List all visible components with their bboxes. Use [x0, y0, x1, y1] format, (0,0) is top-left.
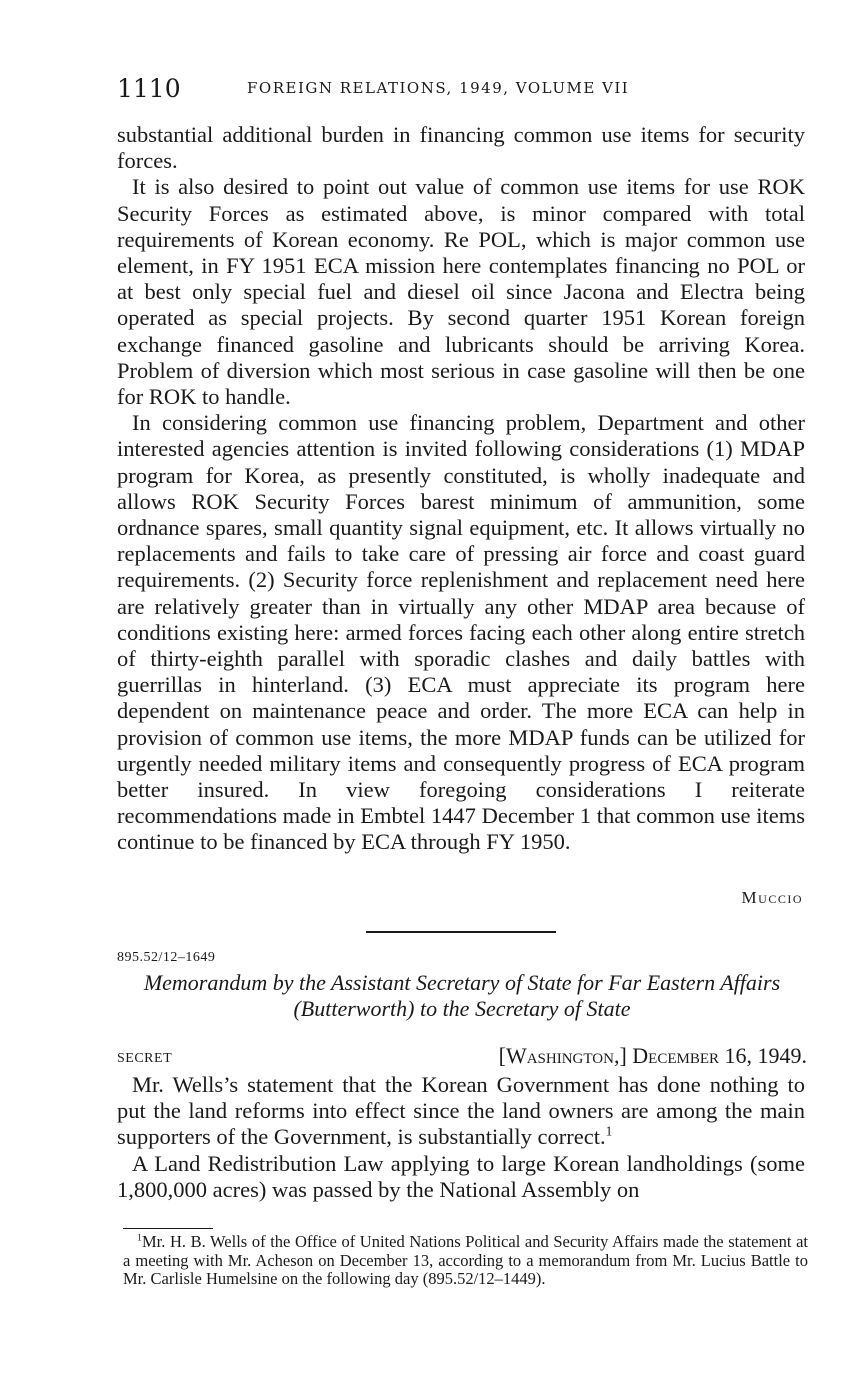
document-id: 895.52/12–1649	[117, 950, 216, 965]
memo-body	[117, 1072, 805, 1203]
body-paragraph-1: substantial additional burden in financing common use items for security forces.	[117, 122, 805, 174]
memo-paragraph-1-text: Mr. Wells’s statement that the Korean Government has done nothing to put the land reforms into effect since the land owners are among the main supporters of the Government, is substantially correct.	[117, 1072, 805, 1150]
footnote-marker: 1	[137, 1232, 142, 1244]
running-title: FOREIGN RELATIONS, 1949, VOLUME VII	[247, 79, 630, 97]
footnote-reference[interactable]: 1	[605, 1123, 613, 1139]
memo-title: Memorandum by the Assistant Secretary of State for Far Eastern Affairs (Butterworth) to the Secretary of State	[143, 970, 781, 1021]
footnote-text: Mr. H. B. Wells of the Office of United Nations Political and Security Affairs made the statement at a meeting with Mr. Acheson on December 13, according to a memorandum from Mr. Lucius Battle to Mr. Carlisle Humelsine on the following day (895.52/12–1449).	[123, 1232, 808, 1288]
memo-paragraph-1	[117, 1072, 805, 1151]
memo-date: [Washington,] December 16, 1949.	[498, 1043, 807, 1068]
telegram-body	[117, 122, 805, 856]
section-divider	[366, 931, 556, 933]
footnote-1	[123, 1233, 808, 1289]
page-header	[117, 74, 807, 110]
footnote	[123, 1233, 808, 1289]
body-paragraph-2: It is also desired to point out value of common use items for use ROK Security Forces as estimated above, is minor compared with total requirements of Korean economy. Re POL, which is major common use element, in FY 1951 ECA mission here contemplates financing no POL or at best only special fuel and diesel oil since Jacona and Electra being operated as special projects. By second quarter 1951 Korean foreign exchange financed gasoline and lubricants should be arriving Korea. Problem of diversion which most serious in case gasoline will then be one for ROK to handle.	[117, 174, 805, 410]
page-number: 1110	[117, 74, 181, 103]
classification-label: SECRET	[117, 1051, 173, 1066]
footnote-divider	[123, 1228, 213, 1229]
body-paragraph-3: In considering common use financing problem, Department and other interested agencies attention is invited following considerations (1) MDAP program for Korea, as presently constituted, is wholly inadequate and allows ROK Security Forces barest minimum of ammunition, some ordnance spares, small quantity signal equipment, etc. It allows virtually no replacements and fails to take care of pressing air force and coast guard requirements. (2) Security force replenishment and replacement need here are relatively greater than in virtually any other MDAP area because of conditions existing here: armed forces facing each other along entire stretch of thirty-eighth parallel with sporadic clashes and daily battles with guerrillas in hinterland. (3) ECA must appreciate its program here dependent on maintenance peace and order. The more ECA can help in provision of common use items, the more MDAP funds can be utilized for urgently needed military items and consequently progress of ECA program better insured. In view foregoing considerations I reiterate recommendations made in Embtel 1447 December 1 that common use items continue to be financed by ECA through FY 1950.	[117, 410, 805, 855]
memo-paragraph-2: A Land Redistribution Law applying to large Korean landholdings (some 1,800,000 acres) was passed by the National Assembly on	[117, 1150, 805, 1202]
memo-dateline	[117, 1043, 807, 1071]
signature: Muccio	[741, 888, 803, 907]
